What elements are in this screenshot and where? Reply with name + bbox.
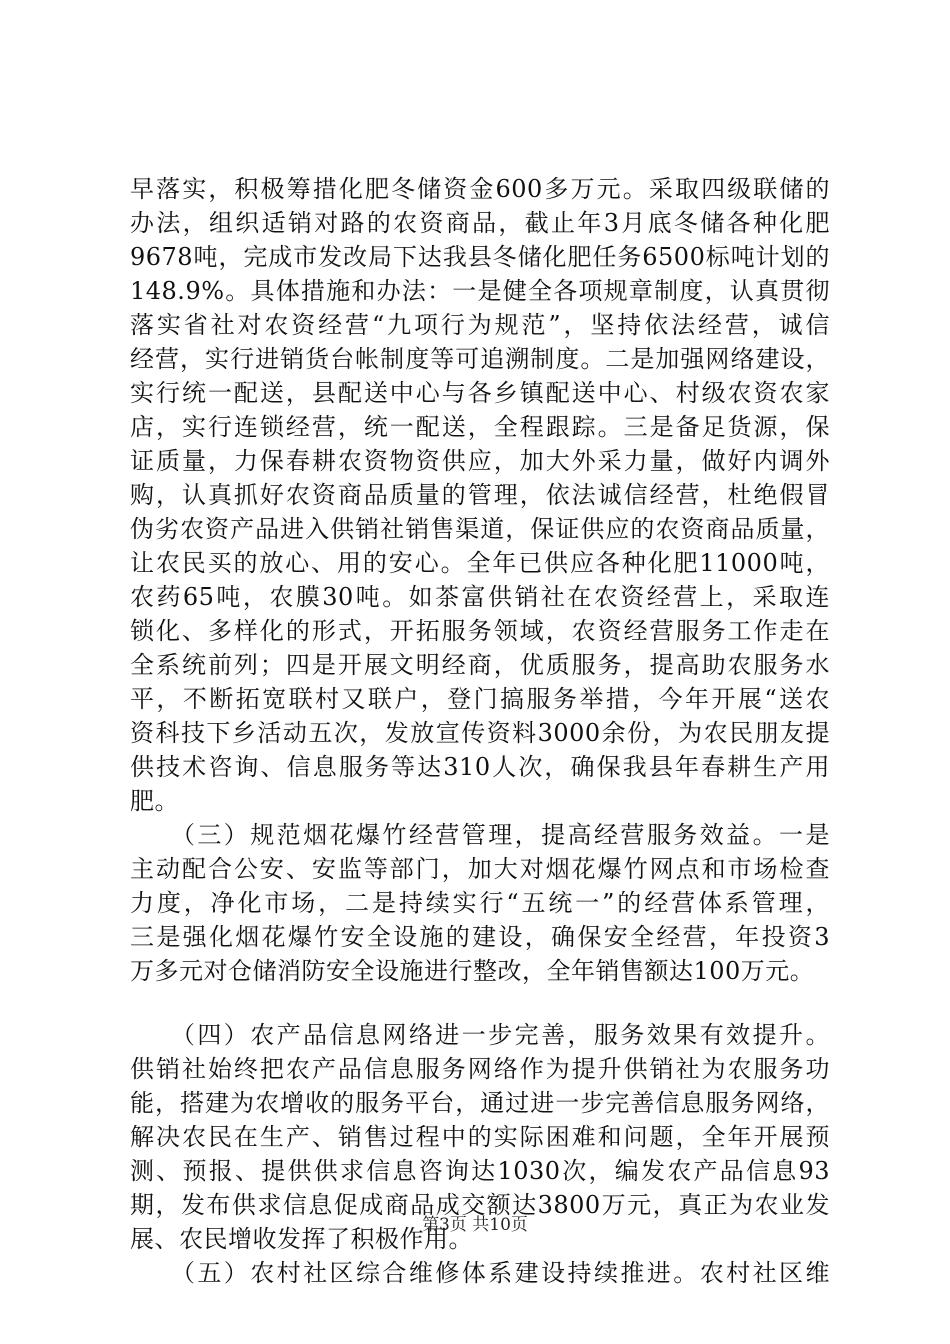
page-footer: 第3页 共10页	[422, 1215, 528, 1235]
text-line: 148.9%。具体措施和办法：一是健全各项规章制度，认真贯彻	[130, 277, 830, 305]
text-line: 锁化、多样化的形式，开拓服务领域，农资经营服务工作走在	[130, 617, 830, 645]
text-line: 9678吨，完成市发改局下达我县冬储化肥任务6500标吨计划的	[130, 243, 830, 271]
text-line: 伪劣农资产品进入供销社销售渠道，保证供应的农资商品质量，	[130, 515, 830, 543]
text-block-1	[130, 172, 830, 988]
text-line: 经营，实行进销货台帐制度等可追溯制度。二是加强网络建设，	[130, 345, 830, 373]
text-line: 全系统前列；四是开展文明经商，优质服务，提高助农服务水	[130, 651, 830, 679]
text-line: 办法，组织适销对路的农资商品，截止年3月底冬储各种化肥	[130, 209, 830, 237]
text-line: 落实省社对农资经营“九项行为规范”，坚持依法经营，诚信	[130, 311, 830, 339]
text-line: 让农民买的放心、用的安心。全年已供应各种化肥11000吨，	[130, 549, 830, 577]
text-line: 解决农民在生产、销售过程中的实际困难和问题，全年开展预	[130, 1123, 830, 1151]
text-line: 三是强化烟花爆竹安全设施的建设，确保安全经营，年投资3	[130, 923, 830, 951]
text-line: 实行统一配送，县配送中心与各乡镇配送中心、村级农资农家	[130, 379, 830, 407]
text-line: 早落实，积极筹措化肥冬储资金600多万元。采取四级联储的	[130, 175, 830, 203]
text-line: 资科技下乡活动五次，发放宣传资料3000余份，为农民朋友提	[130, 719, 830, 747]
text-line: 供销社始终把农产品信息服务网络作为提升供销社为农服务功	[130, 1055, 830, 1083]
text-line: （三）规范烟花爆竹经营管理，提高经营服务效益。一是	[130, 821, 830, 849]
text-line: 期，发布供求信息促成商品成交额达3800万元，真正为农业发	[130, 1191, 830, 1219]
text-line: 展、农民增收发挥了积极作用。	[130, 1225, 473, 1253]
text-line: （五）农村社区综合维修体系建设持续推进。农村社区维	[130, 1259, 830, 1287]
text-line: 测、预报、提供供求信息咨询达1030次，编发农产品信息93	[130, 1157, 830, 1185]
text-line: 店，实行连锁经营，统一配送，全程跟踪。三是备足货源，保	[130, 413, 830, 441]
paragraph-gap	[130, 988, 830, 1018]
text-line: （四）农产品信息网络进一步完善，服务效果有效提升。	[130, 1021, 830, 1049]
text-line: 肥。	[130, 787, 179, 815]
text-line: 农药65吨，农膜30吨。如茶富供销社在农资经营上，采取连	[130, 583, 830, 611]
text-line: 能，搭建为农增收的服务平台，通过进一步完善信息服务网络，	[130, 1089, 830, 1117]
text-line: 主动配合公安、安监等部门，加大对烟花爆竹网点和市场检查	[130, 855, 830, 883]
text-line: 力度，净化市场，二是持续实行“五统一”的经营体系管理，	[130, 889, 830, 917]
text-block-2	[130, 1018, 830, 1290]
text-line: 购，认真抓好农资商品质量的管理，依法诚信经营，杜绝假冒	[130, 481, 830, 509]
text-line: 平，不断拓宽联村又联户，登门搞服务举措，今年开展“送农	[130, 685, 830, 713]
document-body	[130, 172, 830, 1290]
text-line: 万多元对仓储消防安全设施进行整改，全年销售额达100万元。	[130, 957, 815, 985]
text-line: 证质量，力保春耕农资物资供应，加大外采力量，做好内调外	[130, 447, 830, 475]
text-line: 供技术咨询、信息服务等达310人次，确保我县年春耕生产用	[130, 753, 830, 781]
